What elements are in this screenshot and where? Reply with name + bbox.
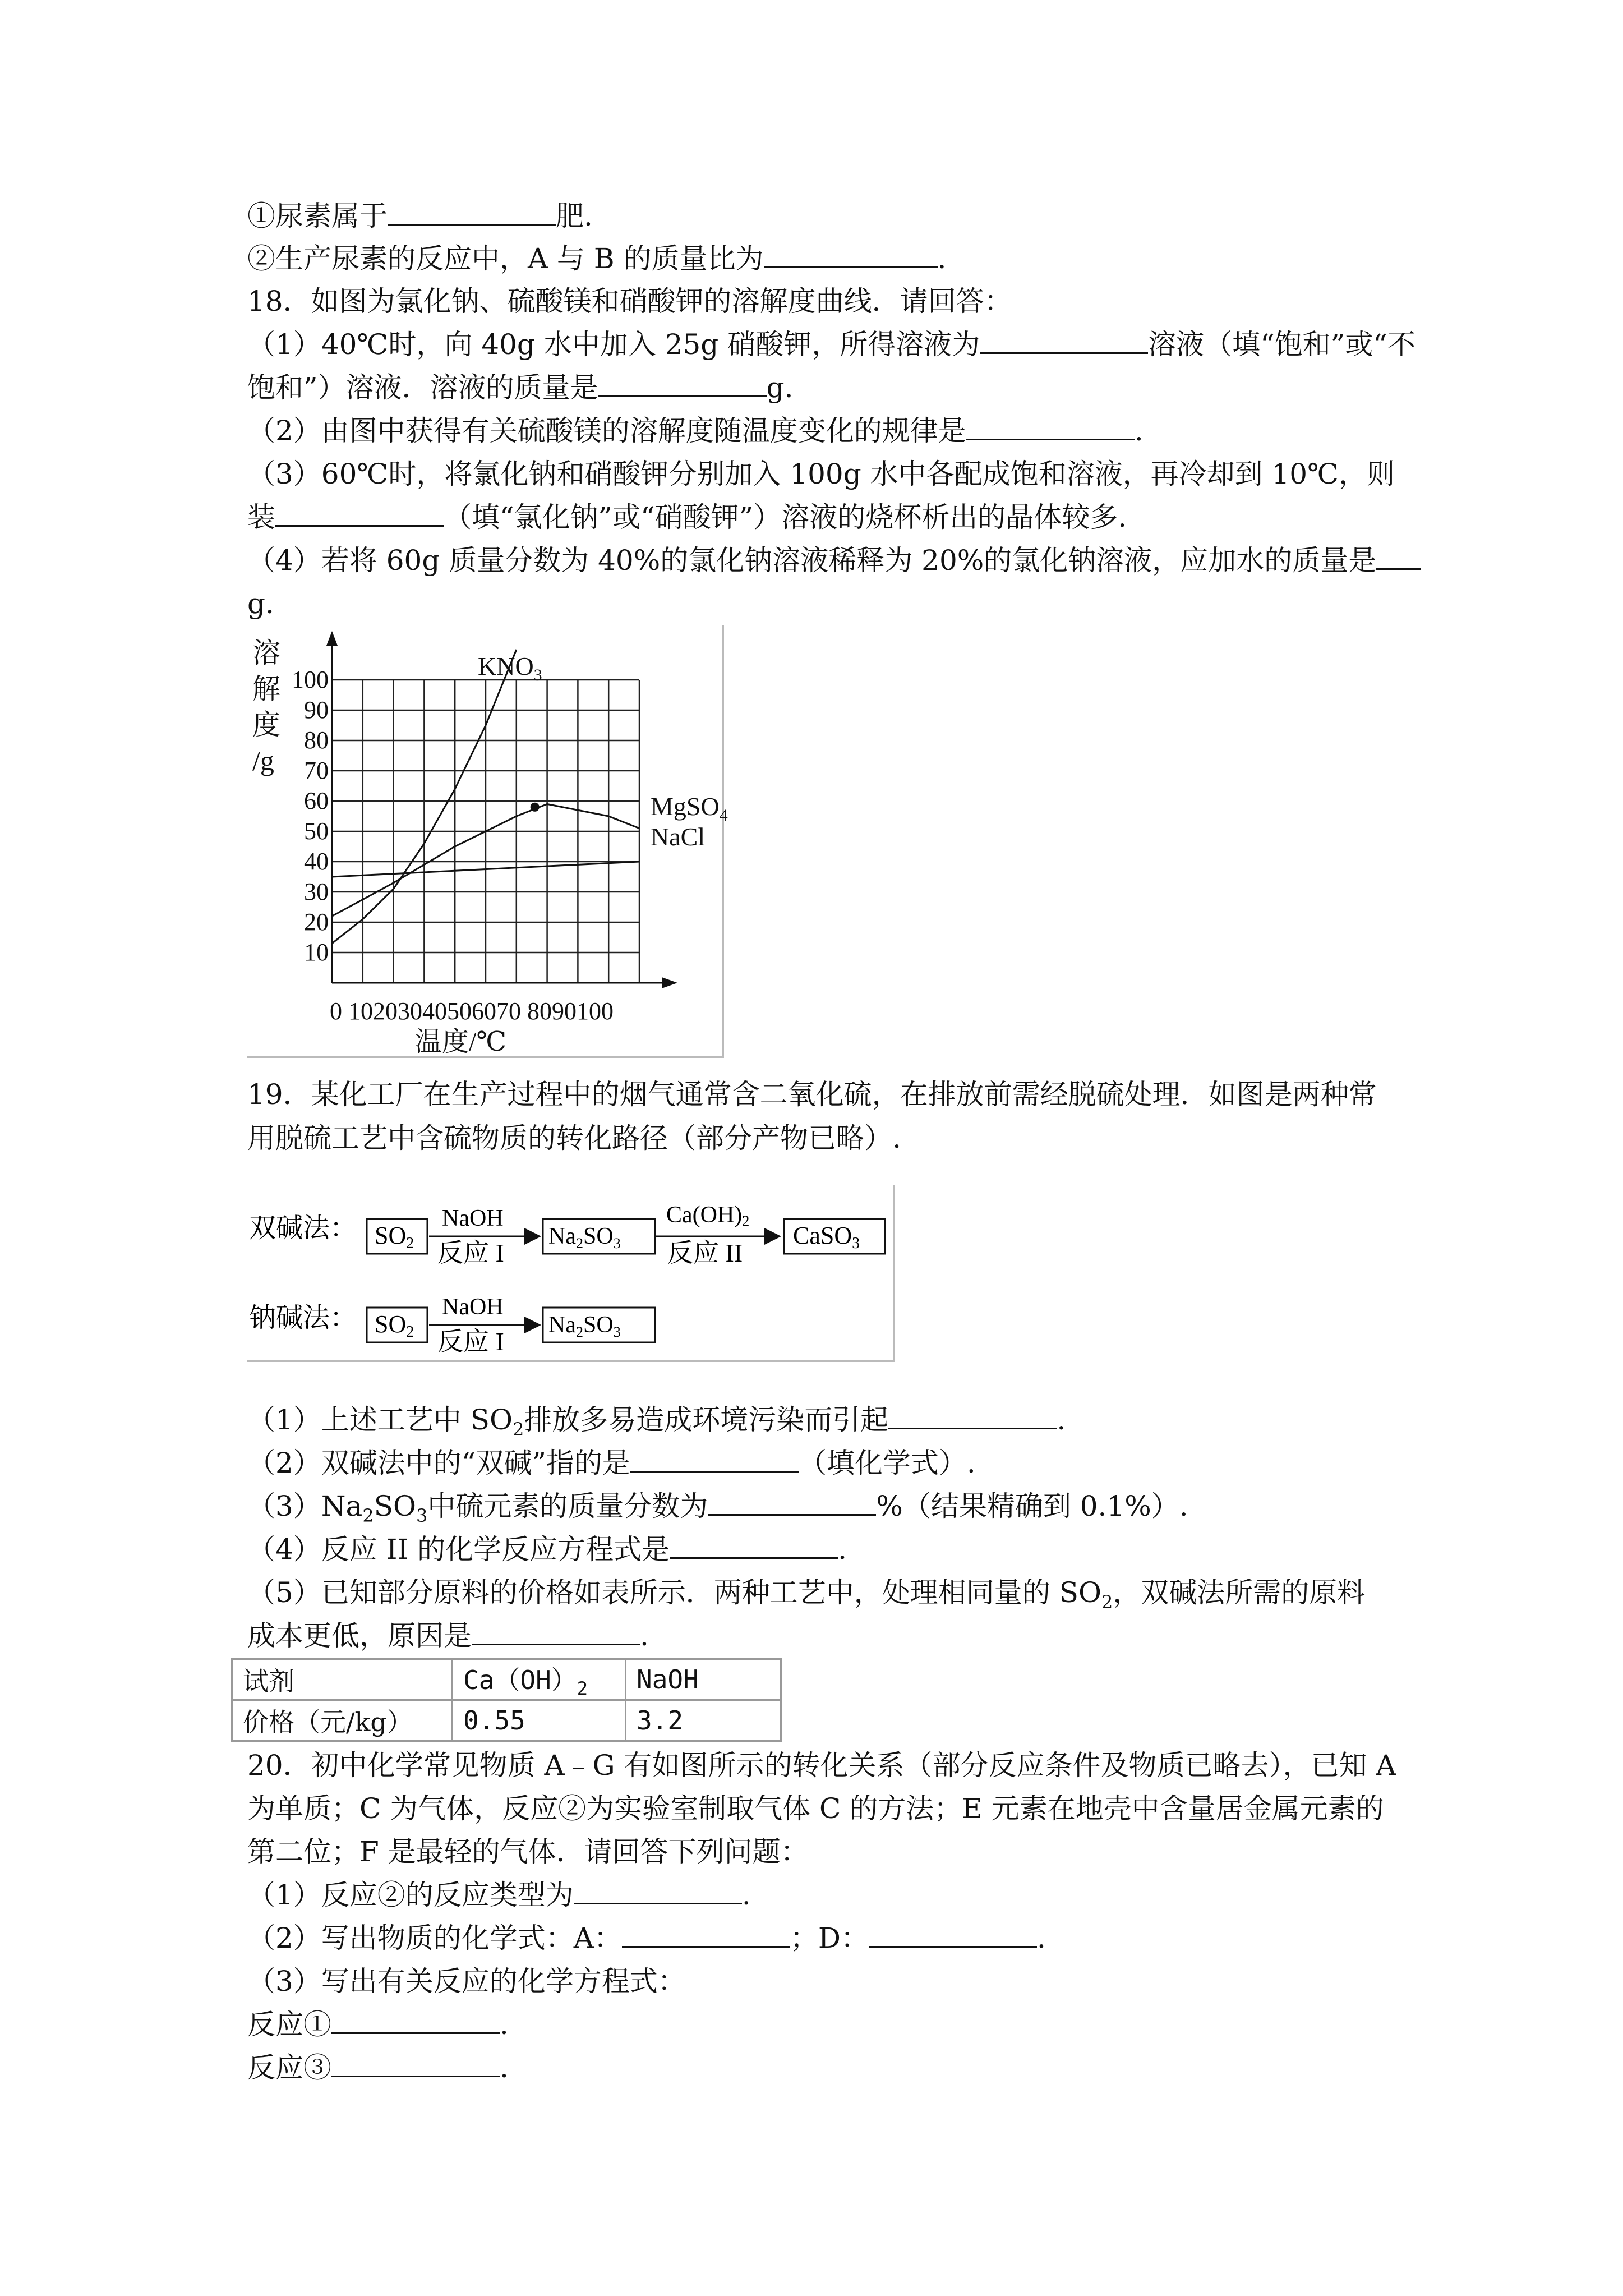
q18-text: g.	[766, 371, 794, 404]
price-table	[231, 1658, 782, 1742]
x-axis-label: 温度/℃	[415, 1027, 507, 1057]
q20-part2	[247, 1921, 1046, 1955]
q18-text: 饱和”）溶液．溶液的质量是	[247, 371, 598, 404]
q18-text: .	[1134, 415, 1144, 447]
q19-text: %（结果精确到 0.1%）.	[876, 1490, 1188, 1522]
solubility-chart	[247, 625, 728, 1058]
q18-part4-line2: g.	[247, 587, 274, 620]
table-cell: $Ca(OH)_2$	[453, 1659, 626, 1700]
q17-text: ②生产尿素的反应中，A 与 B 的质量比为	[247, 242, 764, 275]
q20-text: 反应①	[247, 2008, 331, 2041]
q17-text: 肥.	[556, 200, 593, 232]
answer-blank[interactable]	[472, 1619, 640, 1645]
q19-text: （4）反应 II 的化学反应方程式是	[247, 1533, 670, 1566]
answer-blank[interactable]	[388, 199, 556, 226]
q20-text: （1）反应②的反应类型为	[247, 1879, 574, 1911]
answer-blank[interactable]	[574, 1878, 742, 1904]
q17-text: ①尿素属于	[247, 200, 388, 232]
q20-text: .	[741, 1879, 751, 1911]
q19-title-line1: 19．某化工厂在生产过程中的烟气通常含二氧化硫，在排放前需经脱硫处理．如图是两种常	[247, 1078, 1377, 1111]
q19-part4	[247, 1532, 847, 1567]
q19-part5-line2	[247, 1618, 649, 1653]
q18-title: 18．如图为氯化钠、硫酸镁和硝酸钾的溶解度曲线．请回答：	[247, 285, 1012, 318]
q19-text: 中硫元素的质量分数为	[427, 1490, 708, 1522]
q19-title-line2: 用脱硫工艺中含硫物质的转化路径（部分产物已略）.	[247, 1122, 901, 1154]
y-tick-label: 50	[304, 817, 329, 845]
reagent-naoh: NaOH	[442, 1205, 504, 1231]
q19-part3	[247, 1489, 1188, 1533]
answer-blank[interactable]	[275, 500, 444, 527]
q19-text: .	[838, 1533, 847, 1566]
q18-text: （1）40℃时，向 40g 水中加入 25g 硝酸钾，所得溶液为	[247, 328, 980, 361]
q19-text: SO	[374, 1490, 416, 1522]
q19-text: ，双碱法所需的原料	[1113, 1576, 1366, 1609]
y-axis-label: 解	[252, 673, 280, 705]
reaction-1b-label: 反应 I	[437, 1327, 504, 1356]
x-tick-labels: 0 10203040506070 8090100	[330, 997, 614, 1025]
answer-blank[interactable]	[764, 242, 938, 268]
table-cell: 试剂	[232, 1659, 453, 1700]
series-label-kno3: $KNO_3$	[478, 652, 542, 684]
reaction-2-label: 反应 II	[667, 1239, 743, 1267]
y-tick-label: 40	[304, 848, 329, 875]
flow-diagram-svg	[247, 1185, 893, 1360]
q17-line-2	[247, 241, 946, 276]
so2-text: SO2	[375, 1222, 414, 1252]
subscript: 2	[512, 1419, 524, 1440]
intersection-point-marker	[531, 803, 540, 812]
q20-text: .	[500, 2008, 509, 2041]
reaction-1-label: 反应 I	[437, 1239, 504, 1267]
q18-part4-line1	[247, 543, 1421, 578]
series-label-mgso4: MgSO$_4$	[651, 792, 728, 825]
answer-blank[interactable]	[1376, 544, 1421, 570]
y-axis-label: 溶	[252, 637, 280, 669]
q19-text: .	[1057, 1404, 1066, 1436]
answer-blank[interactable]	[331, 2051, 500, 2077]
q19-text: 排放多易造成环境污染而引起	[524, 1404, 889, 1436]
q20-text: ；D：	[790, 1922, 869, 1954]
subscript: 2	[1101, 1591, 1113, 1613]
na2so3-text: Na2SO3	[548, 1223, 621, 1251]
q20-part3: （3）写出有关反应的化学方程式：	[247, 1965, 686, 1998]
q18-text: （4）若将 60g 质量分数为 40%的氯化钠溶液稀释为 20%的氯化钠溶液，应加水的质量是	[247, 544, 1377, 577]
answer-blank[interactable]	[331, 2008, 500, 2034]
y-axis-label: /g	[252, 745, 274, 776]
answer-blank[interactable]	[598, 371, 767, 397]
q19-part2	[247, 1446, 976, 1480]
answer-blank[interactable]	[630, 1446, 799, 1473]
table-row	[232, 1659, 781, 1700]
q17-text: .	[937, 242, 947, 275]
q20-title-line2: 为单质；C 为气体，反应②为实验室制取气体 C 的方法；E 元素在地壳中含量居金属元素的	[247, 1792, 1384, 1825]
q18-text: 溶液（填“饱和”或“不	[1148, 328, 1415, 361]
q18-text: 装	[247, 501, 275, 533]
subscript: 3	[416, 1505, 428, 1526]
answer-blank[interactable]	[708, 1489, 876, 1516]
q18-part3-line2	[247, 500, 1127, 535]
na2so3-text-2: Na2SO3	[548, 1312, 621, 1340]
table-cell: NaOH	[626, 1659, 781, 1700]
caso3-text: CaSO3	[793, 1222, 860, 1252]
table-cell: 价格（元/kg）	[232, 1700, 453, 1741]
q20-title-line1: 20．初中化学常见物质 A﹣G 有如图所示的转化关系（部分反应条件及物质已略去），已知 A	[247, 1749, 1396, 1782]
table-cell: 3.2	[626, 1700, 781, 1741]
y-axis-arrow	[326, 631, 338, 646]
x-axis-arrow	[662, 977, 677, 988]
desulfurization-flow-diagram	[247, 1185, 895, 1362]
q18-part3-line1: （3）60℃时，将氯化钠和硝酸钾分别加入 100g 水中各配成饱和溶液，再冷却到 10℃，则	[247, 458, 1395, 490]
so2-text-2: SO2	[375, 1310, 414, 1341]
table-cell: 0.55	[453, 1700, 626, 1741]
q20-text: （2）写出物质的化学式：A：	[247, 1922, 622, 1954]
answer-blank[interactable]	[869, 1921, 1037, 1948]
q20-title-line3: 第二位；F 是最轻的气体．请回答下列问题：	[247, 1835, 809, 1868]
y-tick-label: 10	[304, 938, 329, 966]
answer-blank[interactable]	[980, 328, 1148, 354]
q19-text: （填化学式）.	[798, 1447, 976, 1479]
q18-part1-line2	[247, 370, 793, 405]
q20-reaction3	[247, 2050, 509, 2085]
q19-text: （3）Na	[247, 1490, 363, 1522]
y-axis-label: 度	[252, 709, 280, 740]
q19-text: （1）上述工艺中 SO	[247, 1404, 513, 1436]
q20-part1	[247, 1878, 751, 1912]
q17-line-1	[247, 199, 593, 233]
q18-text: （2）由图中获得有关硫酸镁的溶解度随温度变化的规律是	[247, 415, 966, 447]
method-double-alkali-label: 双碱法：	[249, 1213, 357, 1243]
q18-part1-line1	[247, 327, 1415, 362]
table-row	[232, 1700, 781, 1741]
answer-blank[interactable]	[966, 414, 1135, 440]
q20-reaction1	[247, 2007, 509, 2042]
q19-text: 成本更低，原因是	[247, 1619, 472, 1652]
q19-part5-line1	[247, 1575, 1365, 1619]
y-tick-label: 70	[304, 757, 329, 784]
q19-part1	[247, 1402, 1066, 1447]
q19-text: .	[640, 1619, 649, 1652]
solubility-chart-svg	[247, 625, 728, 1057]
subscript: 2	[362, 1505, 374, 1526]
q20-text: .	[1037, 1922, 1046, 1954]
y-tick-label: 90	[304, 696, 329, 724]
y-tick-label: 100	[292, 666, 329, 693]
q19-text: （5）已知部分原料的价格如表所示．两种工艺中，处理相同量的 SO	[247, 1576, 1101, 1609]
y-tick-label: 20	[304, 908, 329, 936]
reagent-naoh-2: NaOH	[442, 1294, 504, 1320]
reagent-caoh2: Ca(OH)2	[666, 1202, 750, 1229]
q18-part2	[247, 413, 1144, 448]
series-label-nacl: NaCl	[651, 822, 706, 851]
q20-text: .	[500, 2051, 509, 2084]
q19-text: （2）双碱法中的“双碱”指的是	[247, 1447, 630, 1479]
answer-blank[interactable]	[670, 1533, 838, 1559]
y-tick-label: 80	[304, 726, 329, 754]
answer-blank[interactable]	[888, 1403, 1057, 1429]
answer-blank[interactable]	[622, 1921, 790, 1948]
y-tick-label: 60	[304, 787, 329, 815]
y-tick-label: 30	[304, 878, 329, 905]
q20-text: 反应③	[247, 2051, 331, 2084]
q18-text: （填“氯化钠”或“硝酸钾”）溶液的烧杯析出的晶体较多.	[444, 501, 1127, 533]
method-sodium-alkali-label: 钠碱法：	[249, 1303, 357, 1333]
